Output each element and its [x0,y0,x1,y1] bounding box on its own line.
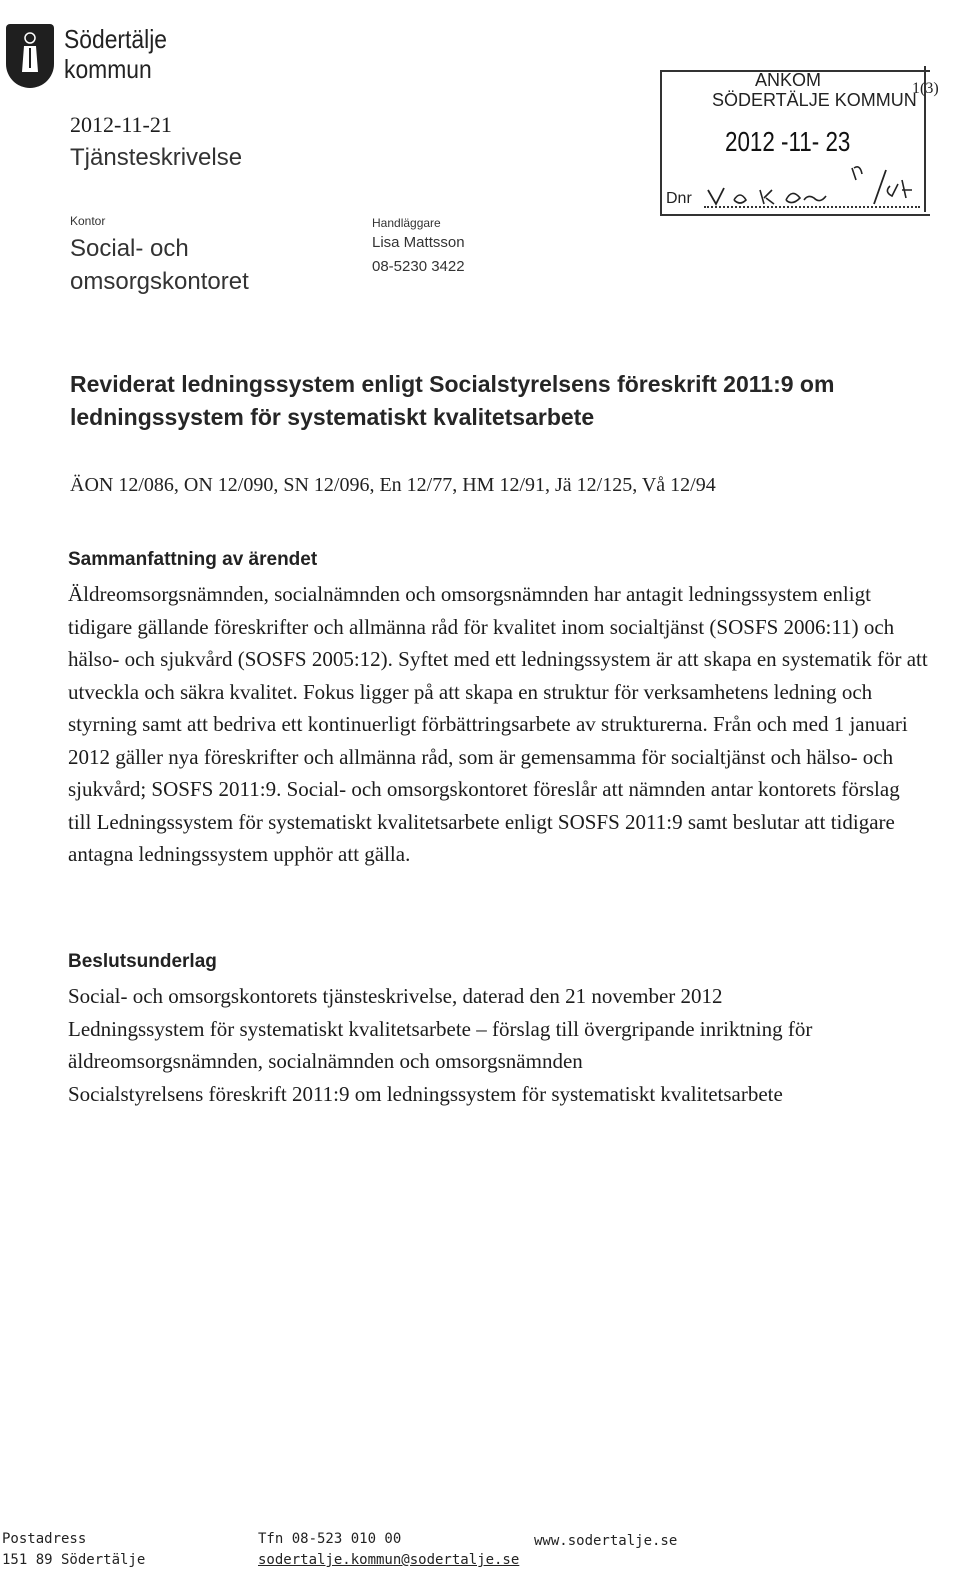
municipality-logo-icon [6,24,54,88]
page-number: 1(3) [912,80,939,97]
footer-email-link[interactable]: sodertalje.kommun@sodertalje.se [258,1552,520,1568]
document-type: Tjänsteskrivelse [70,144,243,171]
basis-heading: Beslutsunderlag [68,951,217,972]
footer-postadress-value: 151 89 Södertälje [2,1552,146,1568]
summary-text [68,578,928,871]
kontor-value: Social- och omsorgskontoret [70,235,249,295]
handlaggare-phone: 08-5230 3422 [372,258,465,275]
case-references: ÄON 12/086, ON 12/090, SN 12/096, En 12/77, HM 12/91, Jä 12/125, Vå 12/94 [70,474,716,496]
municipality-name [64,24,167,84]
logo-line1: Södertälje [64,24,168,54]
logo-line2: kommun [64,54,152,84]
summary-paragraph: Äldreomsorgsnämnden, socialnämnden och omsorgsnämnden har antagit ledningssystem enligt tidigare gällande föreskrifter och allmänna råd för kvalitet inom socialtjänst (SOSFS 2006:11) och hälso- och sjukvård (SOSFS 2005:12). Syftet med ett ledningssystem är att skapa en systematik för att utveckla och säkra kvalitet. Fokus ligger på att skapa en struktur för verksamhetens ledning och styrning samt att bedriva ett kontinuerligt förbättringsarbete av strukturerna. Från och med 1 januari 2012 gäller nya föreskrifter och allmänna råd, som är gemensamma för socialtjänst och hälso- och sjukvård; SOSFS 2011:9. Social- och omsorgskontoret föreslår att nämnden antar kontorets förslag till Ledningssystem för systematiskt kvalitetsarbete enligt SOSFS 2011:9 samt beslutar att tidigare antagna ledningssystem upphör att gälla. [68,582,928,866]
basis-item: Ledningssystem för systematiskt kvalitetsarbete – förslag till övergripande inriktning för [68,1016,813,1041]
footer-phone: Tfn 08-523 010 00 [258,1531,402,1547]
stamp-line2: SÖDERTÄLJE KOMMUN [712,90,917,110]
document-date: 2012-11-21 [70,112,172,137]
kontor-label: Kontor [70,214,106,228]
basis-list [68,980,928,1110]
basis-item: äldreomsorgsnämnden, socialnämnden och omsorgsnämnden [68,1049,583,1073]
basis-item: Social- och omsorgskontorets tjänsteskrivelse, daterad den 21 november 2012 [68,984,723,1008]
stamp-date: 2012 -11- 23 [725,126,851,157]
stamp-dnr-label: Dnr [666,190,692,207]
stamp-line1: ANKOM [755,70,822,90]
document-title: Reviderat ledningssystem enligt Socialstyrelsens föreskrift 2011:9 om ledningssystem för systematiskt kvalitetsarbete [70,371,835,430]
handwritten-dnr-signature [704,160,924,208]
footer-website-link[interactable]: www.sodertalje.se [534,1533,678,1549]
footer-postadress-label: Postadress [2,1531,87,1547]
summary-heading: Sammanfattning av ärendet [68,549,318,570]
basis-item: Socialstyrelsens föreskrift 2011:9 om ledningssystem för systematiskt kvalitetsarbete [68,1081,783,1106]
handlaggare-label: Handläggare [372,216,441,230]
handlaggare-name: Lisa Mattsson [372,234,465,251]
